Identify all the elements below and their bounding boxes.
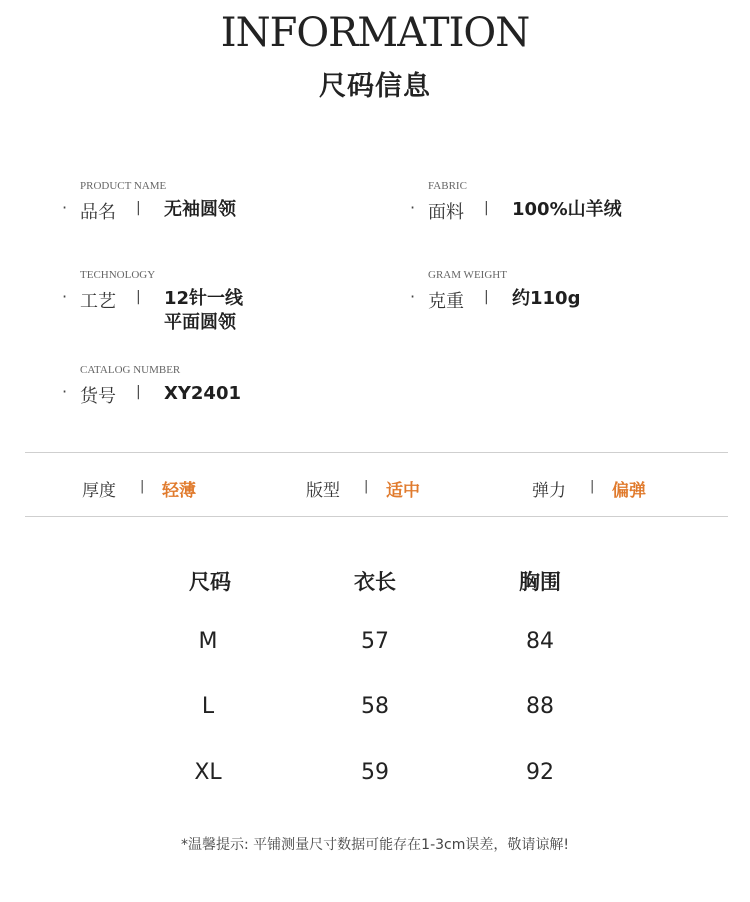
detail-en-label: TECHNOLOGY — [80, 269, 156, 281]
detail-en-label: PRODUCT NAME — [80, 180, 167, 192]
detail-value: 100%山羊绒 — [512, 199, 622, 220]
table-cell: 92 — [526, 760, 554, 785]
detail-value: XY2401 — [164, 383, 242, 404]
property-label: 弹力 — [532, 481, 566, 501]
detail-en-label: CATALOG NUMBER — [80, 364, 181, 376]
bullet-dot: · — [62, 287, 68, 306]
property-label: 厚度 — [82, 481, 116, 501]
property-elasticity — [532, 476, 646, 501]
separator: | — [484, 200, 489, 216]
disclaimer-note: *温馨提示: 平铺测量尺寸数据可能存在1-3cm误差，敬请谅解! — [181, 837, 569, 853]
separator: | — [136, 200, 141, 216]
property-thickness — [82, 476, 196, 501]
detail-label: 品名 — [80, 202, 116, 223]
table-cell: 88 — [526, 694, 554, 719]
detail-value-line2: 平面圆领 — [164, 312, 236, 333]
detail-value: 无袖圆领 — [164, 199, 236, 220]
property-value: 适中 — [386, 481, 420, 501]
detail-value: 约110g — [512, 288, 581, 309]
title-cn: 尺码信息 — [319, 71, 431, 102]
separator: | — [140, 479, 145, 494]
detail-label: 克重 — [428, 291, 464, 312]
bullet-dot: · — [410, 287, 416, 306]
table-header-length: 衣长 — [354, 570, 396, 594]
detail-en-label: FABRIC — [428, 180, 467, 192]
table-cell: XL — [194, 760, 222, 785]
property-label: 版型 — [306, 481, 340, 501]
table-cell: 84 — [526, 629, 554, 654]
table-cell: M — [198, 629, 218, 654]
table-header-chest: 胸围 — [519, 570, 561, 594]
detail-en-label: GRAM WEIGHT — [428, 269, 507, 281]
detail-value-line1: 12针一线 — [164, 288, 244, 309]
separator: | — [590, 479, 595, 494]
detail-label: 货号 — [80, 386, 116, 407]
property-value: 轻薄 — [162, 481, 196, 501]
property-fit — [306, 476, 420, 501]
bullet-dot: · — [62, 198, 68, 217]
table-cell: 59 — [361, 760, 389, 785]
divider-bottom — [25, 516, 728, 517]
separator: | — [136, 289, 141, 305]
table-cell: 58 — [361, 694, 389, 719]
table-cell: L — [201, 694, 215, 719]
divider-top — [25, 452, 728, 453]
separator: | — [364, 479, 369, 494]
bullet-dot: · — [410, 198, 416, 217]
bullet-dot: · — [62, 382, 68, 401]
separator: | — [484, 289, 489, 305]
detail-label: 工艺 — [80, 291, 116, 312]
table-cell: 57 — [361, 629, 389, 654]
table-header-size: 尺码 — [189, 570, 231, 594]
separator: | — [136, 384, 141, 400]
property-value: 偏弹 — [612, 481, 646, 501]
detail-label: 面料 — [428, 202, 464, 223]
title-en: INFORMATION — [220, 10, 530, 56]
